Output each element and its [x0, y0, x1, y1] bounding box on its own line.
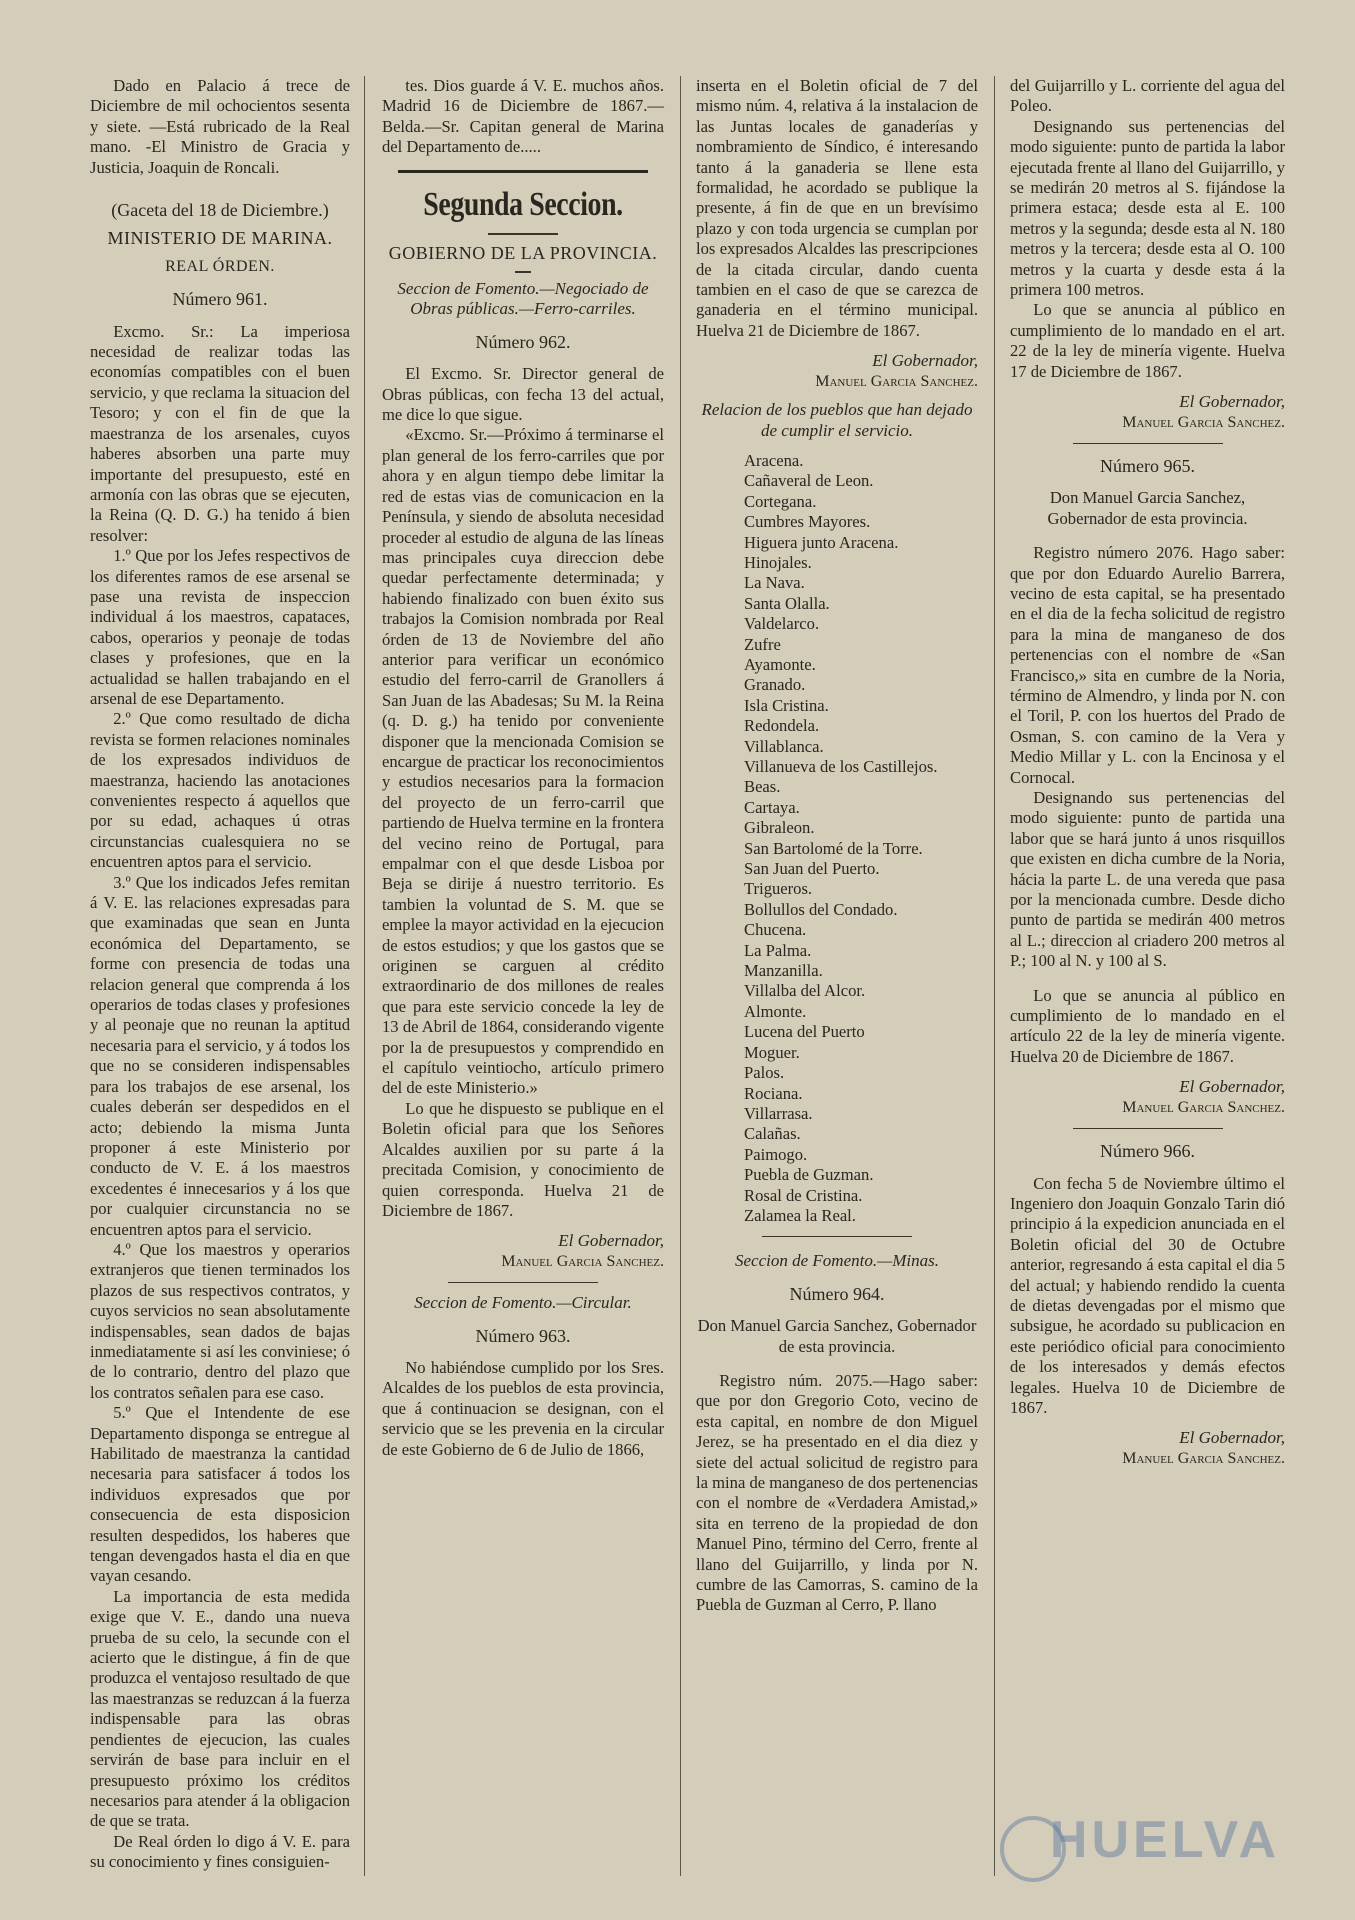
gobernador-label: El Gobernador,	[872, 351, 978, 371]
town-item: Palos.	[744, 1063, 785, 1083]
paragraph: No habiéndose cumplido por los Sres. Alcaldes de los pueblos de esta provincia, que á continuacion se designan, con el servicio que se les prevenia en la circular de este Gobierno de 6 de Julio de 1866,	[382, 1357, 664, 1459]
separator-line	[762, 1236, 912, 1237]
intro-text: del Guijarrillo y L. corriente del agua del Poleo.	[1010, 76, 1285, 116]
paragraph: «Excmo. Sr.—Próximo á terminarse el plan general de los ferro-carriles que por ahora y en algun tiempo debe limitar la red de estas vias de comunicacion en la Península, y siendo de absoluta necesidad proceder al estudio de alguna de las líneas mas principales cuya direccion debe quedar perfectamente determinada; y habiendo finalizado con buen éxito sus trabajos la Comision nombrada por Real órden de 13 de Noviembre del año anterior para verificar un económico estudio del ferro-carril de Granollers á San Juan de las Abadesas; Su M. la Reina (q. D. g.) ha tenido por conveniente disponer que la mencionada Comision se encargue de practicar los reconocimientos y estudios necesarios para la formacion del proyecto de un ferro-carril que partiendo de Huelva termine en la frontera del vecino reino de Portugal, para empalmar con el que desde Lisboa por Beja se dirije á nuestro territorio. Es tambien la voluntad de S. M. que se emplee la mayor actividad en la ejecucion de estos estudios; y que los gastos que se originen se carguen al crédito extraordinario de dos millones de reales que para este servicio concede la ley de 13 de Abril de 1864, considerando vigente por la de presupuestos y comprendido en el capítulo veintiocho, artículo primero del de este Ministerio.»	[382, 425, 664, 1098]
town-item: Calañas.	[744, 1124, 801, 1144]
town-item: Bollullos del Condado.	[744, 899, 898, 919]
column-rule	[364, 76, 365, 1876]
column-2	[382, 76, 664, 1460]
town-item: Moguer.	[744, 1042, 800, 1062]
signature: Manuel Garcia Sanchez.	[1122, 1449, 1285, 1467]
town-item: Puebla de Guzman.	[744, 1165, 874, 1185]
segunda-seccion-heading: Segunda Seccion.	[423, 185, 623, 223]
paragraph: Registro número 2076. Hago saber: que por don Eduardo Aurelio Barrera, vecino de esta capital, se ha presentado en el dia de la fecha solicitud de registro para la mina de manganeso de dos pertenencias con el nombre de «San Francisco,» sita en cumbre de la Noria, término de Almendro, y linda por N. con el Toril, P. con los huertos del Prado de Osman, S. con camino de la Vera y Medio Millar y L. con la Encinosa y el Cornocal.	[1010, 543, 1285, 787]
paragraph: Lo que he dispuesto se publique en el Boletin oficial para que los Señores Alcaldes auxilien por su parte á la precitada Comision, y conocimiento de quien corresponda. Huelva 21 de Diciembre de 1867.	[382, 1098, 664, 1220]
town-item: Aracena.	[744, 450, 804, 470]
town-item: Villarrasa.	[744, 1103, 813, 1123]
ornament-dash	[488, 233, 558, 235]
signature: Manuel Garcia Sanchez.	[1122, 413, 1285, 431]
town-item: La Nava.	[744, 573, 805, 593]
small-dash	[515, 271, 531, 273]
signature: Manuel Garcia Sanchez.	[501, 1252, 664, 1270]
town-item: Lucena del Puerto	[744, 1022, 865, 1042]
numero-962: Número 962.	[475, 331, 571, 352]
town-item: Granado.	[744, 675, 806, 695]
column-4	[1010, 76, 1285, 1477]
town-item: Almonte.	[744, 1001, 807, 1021]
minas-heading: Seccion de Fomento.—Minas.	[735, 1251, 939, 1271]
paragraph: Excmo. Sr.: La imperiosa necesidad de realizar todas las economías compatibles con el buen servicio, y que reclama la situacion del Tesoro; y con el fin de que la maestranza de los arsenales, cuyos haberes absorben una parte muy importante del presupuesto, esté en armonía con las obras que se ejecuten, la Reina (Q. D. G.) ha tenido á bien resolver:	[90, 321, 350, 545]
town-item: San Bartolomé de la Torre.	[744, 838, 923, 858]
fomento-heading: Seccion de Fomento.—Negociado de Obras públicas.—Ferro-carriles.	[397, 279, 649, 319]
ministerio-heading: MINISTERIO DE MARINA.	[107, 228, 333, 249]
town-item: Beas.	[744, 777, 781, 797]
watermark-text: HUELVA	[1049, 1811, 1280, 1869]
town-item: Redondela.	[744, 716, 820, 736]
paragraph: El Excmo. Sr. Director general de Obras públicas, con fecha 13 del actual, me dice lo que sigue.	[382, 364, 664, 425]
town-item: Rosal de Cristina.	[744, 1185, 863, 1205]
intro-text: inserta en el Boletin oficial de 7 del mismo núm. 4, relativa á la instalacion de las Juntas locales de ganaderías y nombramiento de Síndico, é interesando tanto á la ganaderia se llene esta formalidad, he acordado se publique la presente, á fin de que en un brevísimo plazo y con toda urgencia se cumplan por los expresados Alcaldes las prescripciones de la citada circular, dando cuenta tambien en el caso de que se carezca de ganaderia en el término municipal. Huelva 21 de Diciembre de 1867.	[696, 76, 978, 340]
separator-line	[1073, 1128, 1223, 1129]
town-item: Cañaveral de Leon.	[744, 471, 874, 491]
town-item: Manzanilla.	[744, 961, 823, 981]
circular-heading: Seccion de Fomento.—Circular.	[414, 1293, 632, 1313]
gaceta-date: (Gaceta del 18 de Diciembre.)	[111, 200, 329, 221]
town-item: Zalamea la Real.	[744, 1205, 856, 1225]
separator-line	[1073, 443, 1223, 444]
town-item: San Juan del Puerto.	[744, 859, 880, 879]
section-rule	[398, 170, 648, 173]
paragraph: Lo que se anuncia al público en cumplimiento de lo mandado en el art. 22 de la ley de minería vigente. Huelva 17 de Diciembre de 1867.	[1010, 300, 1285, 381]
numero-961: Número 961.	[172, 289, 268, 310]
signature: Manuel Garcia Sanchez.	[815, 372, 978, 390]
huelva-watermark	[1010, 1810, 1280, 1880]
town-item: Cartaya.	[744, 797, 800, 817]
town-item: Paimogo.	[744, 1144, 808, 1164]
paragraph: Registro núm. 2075.—Hago saber: que por don Gregorio Coto, vecino de esta capital, en nombre de don Miguel Jerez, se ha presentado en el dia diez y siete del actual solicitud de registro para la mina de manganeso de dos pertenencias con el nombre de «Verdadera Amistad,» sita en terreno de la propiedad de don Manuel Pino, término del Cerro, frente al llano del Guijarrillo, y linda por N. cumbre de las Camorras, S. camino de la Puebla de Guzman al Cerro, P. llano	[696, 1370, 978, 1615]
town-item: Villanueva de los Castillejos.	[744, 757, 938, 776]
column-3	[696, 76, 978, 1616]
gobernador-label: El Gobernador,	[1179, 392, 1285, 412]
relacion-heading: Relacion de los pueblos que han dejado de cumplir el servicio.	[701, 400, 973, 440]
column-rule	[994, 76, 995, 1876]
numero-966: Número 966.	[1100, 1141, 1195, 1162]
paragraph: 5.º Que el Intendente de ese Departamento disponga se entregue al Habilitado de maestranza la cantidad necesaria para satisfacer á todos los individuos expresados que por consecuencia de esta disposicion resulten despedidos, los haberes que tengan devengados hasta el dia en que vayan cesando.	[90, 1403, 350, 1586]
town-list	[744, 451, 978, 1226]
don-heading: Don Manuel Garcia Sanchez, Gobernador de esta provincia.	[1047, 488, 1248, 528]
town-item: Trigueros.	[744, 879, 813, 899]
town-item: Gibraleon.	[744, 818, 815, 838]
numero-964: Número 964.	[789, 1283, 885, 1304]
gobernador-label: El Gobernador,	[1179, 1428, 1285, 1448]
town-item: Hinojales.	[744, 552, 812, 572]
signature: Manuel Garcia Sanchez.	[1122, 1098, 1285, 1116]
column-rule	[680, 76, 681, 1876]
seal-icon	[1000, 1816, 1066, 1882]
town-item: Cumbres Mayores.	[744, 512, 871, 532]
separator-line	[448, 1282, 598, 1283]
paragraph: 2.º Que como resultado de dicha revista se formen relaciones nominales de los expresados individuos de maestranza, haciendo las anotaciones convenientes respecto á aquellos que por su edad, achaques ú otras circunstancias cualesquiera no se encuentren aptos para el servicio.	[90, 709, 350, 872]
intro-text: tes. Dios guarde á V. E. muchos años. Madrid 16 de Diciembre de 1867.—Belda.—Sr. Capitan general de Marina del Departamento de.....	[382, 76, 664, 157]
town-item: Zufre	[744, 634, 781, 654]
paragraph: La importancia de esta medida exige que V. E., dando una nueva prueba de su celo, la secunde con el acierto que le distingue, á fin de que produzca el ventajoso resultado de que las maestranzas se reduzcan á la fuerza indispensable para las obras pendientes de ejecucion, las cuales servirán de base para incluir en el presupuesto próximo los créditos necesarios para atender á la obligacion de que se trata.	[90, 1586, 350, 1831]
real-orden-heading: REAL ÓRDEN.	[165, 257, 275, 275]
town-item: La Palma.	[744, 940, 812, 960]
town-item: Villablanca.	[744, 736, 824, 756]
paragraph: Designando sus pertenencias del modo siguiente: punto de partida la labor ejecutada frente al llano del Guijarrillo, y se medirán 20 metros al S. fijándose la primera estaca; desde esta al E. 100 metros y la segunda; desde esta al N. 180 metros y la tercera; desde esta al O. 100 metros y la cuarta y desde esta á la primera 100 metros.	[1010, 116, 1285, 300]
town-item: Chucena.	[744, 920, 807, 940]
town-item: Valdelarco.	[744, 614, 820, 634]
numero-963: Número 963.	[475, 1325, 571, 1346]
town-item: Rociana.	[744, 1083, 803, 1103]
town-item: Ayamonte.	[744, 654, 816, 674]
numero-965: Número 965.	[1100, 455, 1195, 476]
gobernador-label: El Gobernador,	[558, 1231, 664, 1251]
gobierno-heading: GOBIERNO DE LA PROVINCIA.	[388, 242, 658, 263]
paragraph: Lo que se anuncia al público en cumplimiento de lo mandado en el artículo 22 de la ley de minería vigente. Huelva 20 de Diciembre de 1867.	[1010, 985, 1285, 1066]
gobernador-label: El Gobernador,	[1179, 1077, 1285, 1097]
paragraph: De Real órden lo digo á V. E. para su conocimiento y fines consiguien-	[90, 1831, 350, 1872]
paragraph: 3.º Que los indicados Jefes remitan á V. E. las relaciones expresadas para que examinadas que sean en Junta económica del Departamento, se forme con presencia de todas una relacion general que comprenda á los operarios de todas clases y profesiones y al peonaje que no reunan la aptitud necesaria para el servicio, y á todos los que no se consideren indispensables para los trabajos de ese arsenal, los cuales deberán ser despedidos en el acto; debiendo la misma Junta proponer á este Ministerio por conducto de V. E. á los maestros excedentes é innecesarios y á los que por cualquier circunstancia no se encuentren aptos para el servicio.	[90, 872, 350, 1239]
paragraph: 1.º Que por los Jefes respectivos de los diferentes ramos de ese arsenal se pase una revista de inspeccion individual á los maestros, capataces, cabos, operarios y peonaje de todas clases y profesiones, que en la actualidad se hallen trabajando en el arsenal de ese Departamento.	[90, 546, 350, 708]
town-item: Villalba del Alcor.	[744, 981, 866, 1001]
paragraph: Designando sus pertenencias del modo siguiente: punto de partida una labor que se hará junto á unos risquillos que existen en dicha cumbre de la Noria, hácia la parte L. de una vereda que pasa por la mencionada cumbre. Desde dicho punto de partida se medirán 400 metros al L.; direccion al criadero 200 metros al P.; 100 al N. y 100 al S.	[1010, 788, 1285, 971]
town-item: Isla Cristina.	[744, 695, 829, 715]
paragraph: Con fecha 5 de Noviembre último el Ingeniero don Joaquin Gonzalo Tarin dió principio á la expedicion anunciada en el Boletin oficial del 30 de Octubre anterior, regresando á esta capital el dia 5 del actual; y habiendo rendido la cuenta de dietas devengadas por el mismo que subsigue, he acordado su publicacion en este periódico oficial para conocimiento de los interesados y demás efectos legales. Huelva 10 de Diciembre de 1867.	[1010, 1173, 1285, 1417]
town-item: Higuera junto Aracena.	[744, 532, 899, 552]
town-item: Santa Olalla.	[744, 593, 830, 613]
intro-text: Dado en Palacio á trece de Diciembre de mil ochocientos sesenta y siete. —Está rubricado de la Real mano. -El Ministro de Gracia y Justicia, Joaquin de Roncali.	[90, 76, 350, 177]
don-heading: Don Manuel Garcia Sanchez, Gobernador de esta provincia.	[697, 1316, 977, 1356]
paragraph: 4.º Que los maestros y operarios extranjeros que tienen terminados los plazos de sus respectivos contratos, y cuyos servicios no sean absolutamente indispensables, sean dados de bajas inmediatamente si así les conviniese; ó de lo contrario, dentro del plazo que los contratos señalen para ese caso.	[90, 1239, 350, 1402]
column-1	[90, 76, 350, 1873]
town-item: Cortegana.	[744, 491, 817, 511]
